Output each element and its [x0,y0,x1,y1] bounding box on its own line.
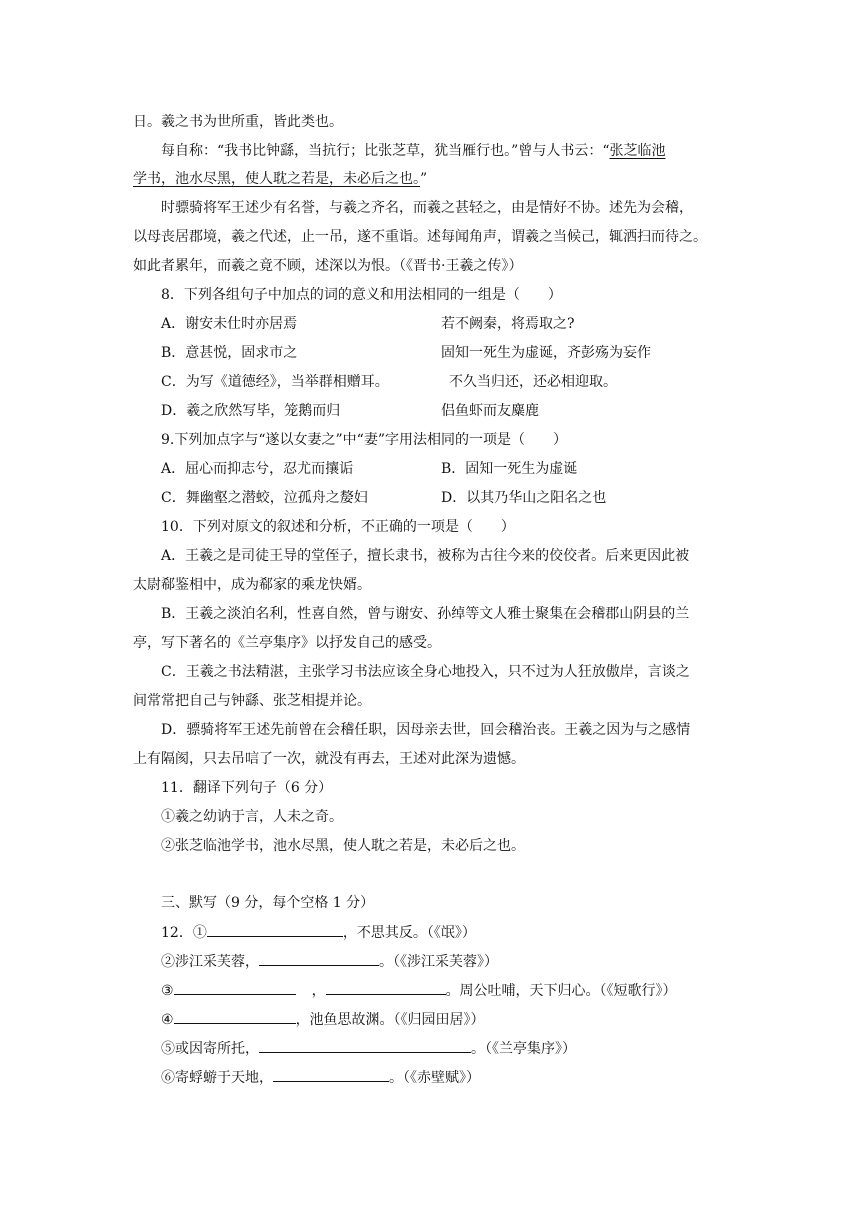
item-text: 12．① [161,925,207,941]
item-text: ，池鱼思故渊。（《归园田居》） [295,1012,485,1028]
answer-blank[interactable] [174,980,296,995]
item-text: 。周公吐哺，天下归心。（《短歌行》） [445,983,677,999]
dictation-item-4 [161,1009,485,1030]
dictation-item-1 [161,922,476,943]
passage-line [133,169,427,189]
q8-option-c-right: 不久当归还，还必相迎取。 [449,374,617,390]
underlined-quote: 张芝临池 [609,143,666,159]
underlined-quote: 学书，池水尽黑，使人耽之若是，未必后之也。 [133,171,420,187]
q10-option-d-cont: 上有隔阂，只去吊唁了一次，就没有再去，王述对此深为遗憾。 [133,751,525,767]
question-8-stem: 8．下列各组句子中加点的词的意义和用法相同的一组是（ ） [161,287,562,303]
q8-option-d-right: 侣鱼虾而友麋鹿 [441,403,539,419]
passage-text: 每自称：“我书比钟繇，当抗行；比张芝草，犹当雁行也。”曾与人书云：“ [161,143,610,159]
q8-option-b-right: 固知一死生为虚诞，齐彭殇为妄作 [441,345,651,361]
item-text: 。（《赤壁赋》） [389,1070,480,1086]
q10-option-c-cont: 间常常把自己与钟繇、张芝相提并论。 [133,693,371,709]
answer-blank[interactable] [259,951,379,966]
section-3-title: 三、默写（9 分，每个空格 1 分） [161,895,375,911]
passage-line: 如此者累年，而羲之竟不顾，述深以为恨。（《晋书·王羲之传》） [133,258,523,274]
passage-line: 时骠骑将军王述少有名誉，与羲之齐名，而羲之甚轻之，由是情好不协。述先为会稽， [161,200,693,216]
q9-option-c: C．舞幽壑之潜蛟，泣孤舟之嫠妇 [161,490,368,506]
dictation-item-2 [161,951,498,972]
q10-option-b: B．王羲之淡泊名利，性喜自然，曾与谢安、孙绰等文人雅士聚集在会稽郡山阴县的兰 [161,606,690,622]
q8-option-d-left: D．羲之欣然写毕，笼鹅而归 [161,403,341,419]
q10-option-c: C．王羲之书法精湛，主张学习书法应该全身心地投入，只不过为人狂放傲岸，言谈之 [161,664,690,680]
item-text: ⑥寄蜉蝣于天地， [161,1070,273,1086]
passage-line: 以母丧居郡境，羲之代述，止一吊，遂不重诣。述每闻角声，谓羲之当候己，辄洒扫而待之。 [133,229,707,245]
q11-sentence-2: ②张芝临池学书，池水尽黑，使人耽之若是，未必后之也。 [161,838,525,854]
passage-text: ” [420,171,428,187]
q11-sentence-1: ①羲之幼讷于言，人未之奇。 [161,809,343,825]
q8-option-a-left: A．谢安未仕时亦居焉 [161,316,298,332]
item-text: ， [311,983,326,999]
passage-line: 日。羲之书为世所重，皆此类也。 [133,114,343,130]
question-11-stem: 11．翻译下列句子（6 分） [161,780,333,796]
q9-option-b: B．固知一死生为虚诞 [441,461,578,477]
answer-blank[interactable] [207,922,343,937]
item-text: 。（《兰亭集序》） [471,1041,576,1057]
question-9-stem: 9.下列加点字与“遂以女妻之”中“妻”字用法相同的一项是（ ） [161,432,567,448]
item-text: ，不思其反。（《氓》） [342,925,476,941]
item-text: ⑤或因寄所托， [161,1041,259,1057]
question-10-stem: 10．下列对原文的叙述和分析，不正确的一项是（ ） [161,519,515,535]
answer-blank[interactable] [259,1038,471,1053]
item-text: ②涉江采芙蓉， [161,954,259,970]
dictation-item-6 [161,1067,480,1088]
q10-option-a-cont: 太尉郗鉴相中，成为郗家的乘龙快婿。 [133,577,371,593]
item-text: 。（《涉江采芙蓉》） [379,954,498,970]
q10-option-b-cont: 亭，写下著名的《兰亭集序》以抒发自己的感受。 [133,635,441,651]
q8-option-b-left: B．意甚悦，固求市之 [161,345,298,361]
dictation-item-5 [161,1038,576,1059]
dictation-item-3 [161,980,677,1001]
item-text: ④ [161,1012,174,1028]
passage-line [161,141,665,161]
q8-option-c-left: C．为写《道德经》，当举群相赠耳。 [161,374,389,390]
q10-option-d: D．骠骑将军王述先前曾在会稽任职，因母亲去世，回会稽治丧。王羲之因为与之感情 [161,722,691,738]
answer-blank[interactable] [326,980,446,995]
q8-option-a-right: 若不阙秦，将焉取之? [441,316,575,332]
q10-option-a: A．王羲之是司徒王导的堂侄子，擅长隶书，被称为古往今来的佼佼者。后来更因此被 [161,548,690,564]
answer-blank[interactable] [174,1009,296,1024]
q9-option-a: A．屈心而抑志兮，忍尤而攘诟 [161,461,354,477]
q9-option-d: D．以其乃华山之阳名之也 [441,490,607,506]
item-text: ③ [161,983,174,999]
answer-blank[interactable] [273,1067,389,1082]
